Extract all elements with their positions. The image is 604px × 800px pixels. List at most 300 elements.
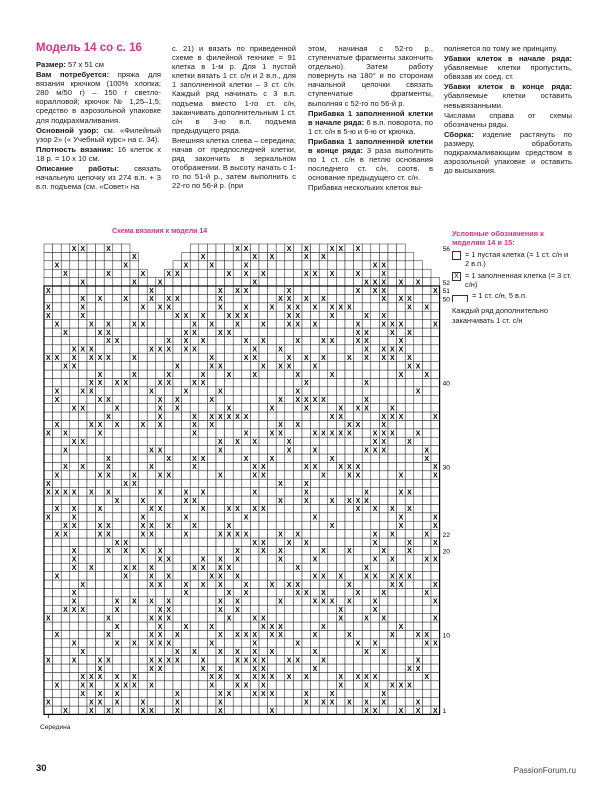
chart-cell	[70, 278, 79, 286]
chart-cell	[156, 647, 165, 655]
chart-cell	[405, 588, 414, 596]
chart-cell	[276, 521, 285, 529]
filled-cell-mark: X	[106, 657, 111, 665]
chart-cell	[104, 672, 113, 680]
filled-cell-mark: X	[321, 296, 326, 304]
chart-cell	[225, 597, 234, 605]
chart-cell	[302, 656, 311, 664]
chart-cell	[362, 597, 371, 605]
filled-cell-mark: X	[217, 649, 223, 656]
chart-cell	[225, 244, 234, 252]
chart-cell	[130, 328, 139, 336]
chart-cell	[225, 320, 234, 328]
chart-cell	[121, 345, 130, 353]
chart-cell	[96, 496, 105, 504]
filled-cell-mark: X	[381, 287, 387, 295]
chart-cell	[130, 605, 139, 613]
chart-cell	[371, 563, 380, 571]
filled-cell-mark: X	[432, 514, 438, 522]
chart-cell	[78, 614, 87, 622]
page-title: Модель 14 со с. 16	[36, 42, 142, 54]
filled-cell-mark: X	[97, 422, 103, 430]
chart-cell	[44, 454, 53, 462]
filled-cell-mark: X	[243, 531, 249, 539]
chart-cell	[225, 286, 234, 294]
chart-cell	[319, 278, 328, 286]
filled-cell-mark: X	[63, 707, 68, 715]
paragraph	[36, 164, 161, 191]
chart-cell	[78, 412, 87, 420]
chart-cell	[293, 504, 302, 512]
chart-cell	[96, 572, 105, 580]
chart-cell	[431, 504, 440, 512]
chart-cell	[53, 311, 62, 319]
chart-cell	[345, 656, 354, 664]
filled-cell-mark: X	[329, 497, 335, 505]
chart-cell	[173, 261, 182, 269]
chart-cell	[328, 630, 337, 638]
chart-cell	[190, 689, 199, 697]
filled-cell-mark: X	[217, 363, 223, 371]
chart-cell	[379, 656, 388, 664]
chart-cell	[164, 328, 173, 336]
chart-cell	[388, 513, 397, 521]
chart-cell	[319, 614, 328, 622]
chart-cell	[422, 488, 431, 496]
filled-cell-mark: X	[149, 447, 154, 455]
filled-cell-mark: X	[407, 489, 412, 497]
chart-cell	[199, 572, 208, 580]
chart-cell	[397, 538, 406, 546]
chart-cell	[285, 479, 294, 487]
chart-cell	[182, 303, 191, 311]
paragraph-label: Вам потребуется:	[36, 70, 110, 80]
filled-cell-mark: X	[278, 556, 283, 564]
chart-cell	[379, 404, 388, 412]
chart-cell	[147, 479, 156, 487]
chart-cell	[397, 446, 406, 454]
chart-cell	[207, 597, 216, 605]
filled-cell-mark: X	[226, 531, 232, 539]
chart-cell	[250, 622, 259, 630]
chart-cell	[268, 664, 277, 672]
chart-cell	[388, 656, 397, 664]
chart-cell	[311, 454, 320, 462]
chart-cell	[199, 320, 208, 328]
filled-cell-mark: X	[226, 523, 232, 530]
filled-cell-mark: X	[364, 674, 369, 682]
chart-cell	[414, 496, 423, 504]
chart-cell	[371, 412, 380, 420]
chart-cell	[354, 706, 363, 714]
chart-cell	[70, 311, 79, 319]
chart-cell	[362, 588, 371, 596]
chart-cell	[113, 252, 122, 260]
filled-cell-mark: X	[252, 615, 258, 623]
chart-cell	[173, 664, 182, 672]
chart-cell	[422, 429, 431, 437]
chart-cell	[164, 513, 173, 521]
chart-cell	[44, 630, 53, 638]
chart-cell	[104, 378, 113, 386]
chart-cell	[431, 546, 440, 554]
chart-cell	[276, 672, 285, 680]
chart-cell	[285, 572, 294, 580]
filled-cell-mark: X	[243, 271, 249, 278]
chart-cell	[431, 656, 440, 664]
filled-cell-mark: X	[372, 447, 378, 455]
chart-cell	[225, 471, 234, 479]
chart-cell	[78, 630, 87, 638]
filled-cell-mark: X	[286, 321, 292, 329]
chart-cell	[190, 614, 199, 622]
chart-cell	[371, 496, 380, 504]
filled-cell-mark: X	[252, 674, 258, 682]
chart-cell	[44, 706, 53, 714]
chart-cell	[345, 244, 354, 252]
chart-cell	[121, 446, 130, 454]
filled-cell-mark: X	[114, 497, 120, 505]
chart-cell	[302, 580, 311, 588]
chart-cell	[61, 504, 70, 512]
chart-cell	[216, 546, 225, 554]
chart-cell	[190, 681, 199, 689]
chart-cell	[113, 656, 122, 664]
filled-cell-mark: X	[355, 590, 361, 598]
chart-cell	[311, 639, 320, 647]
chart-cell	[397, 588, 406, 596]
chart-cell	[199, 597, 208, 605]
filled-cell-mark: X	[131, 254, 137, 262]
filled-cell-mark: X	[54, 355, 60, 362]
chart-cell	[121, 336, 130, 344]
chart-cell	[414, 269, 423, 277]
chart-cell	[225, 639, 234, 647]
filled-cell-mark: X	[54, 506, 60, 514]
filled-cell-mark: X	[106, 397, 111, 404]
chart-cell	[96, 681, 105, 689]
chart-cell	[139, 446, 148, 454]
chart-cell	[397, 656, 406, 664]
chart-cell	[354, 294, 363, 302]
chart-cell	[397, 353, 406, 361]
chart-cell	[336, 656, 345, 664]
chart-cell	[259, 530, 268, 538]
chart-cell	[225, 630, 234, 638]
chart-cell	[405, 563, 414, 571]
chart-cell	[311, 345, 320, 353]
filled-cell-mark: X	[312, 464, 318, 472]
chart-cell	[96, 252, 105, 260]
chart-cell	[354, 597, 363, 605]
chart-cell	[328, 252, 337, 260]
filled-cell-mark: X	[200, 380, 206, 388]
chart-cell	[61, 630, 70, 638]
chart-cell	[207, 286, 216, 294]
chart-cell	[130, 261, 139, 269]
chart-cell	[78, 269, 87, 277]
chart-cell	[311, 706, 320, 714]
chart-cell	[268, 521, 277, 529]
filled-cell-mark: X	[372, 573, 378, 581]
row-number-label: 22	[442, 531, 450, 539]
filled-cell-mark: X	[217, 598, 223, 606]
filled-cell-mark: X	[398, 321, 404, 329]
chart-cell	[44, 622, 53, 630]
chart-cell	[354, 353, 363, 361]
chart-cell	[362, 538, 371, 546]
chart-cell	[61, 345, 70, 353]
chart-cell	[431, 496, 440, 504]
filled-cell-mark: X	[166, 657, 172, 665]
chart-cell	[397, 378, 406, 386]
chart-cell	[190, 362, 199, 370]
chart-cell	[293, 378, 302, 386]
filled-cell-mark: X	[389, 321, 395, 329]
chart-cell	[53, 706, 62, 714]
chart-cell	[139, 563, 148, 571]
chart-cell	[302, 639, 311, 647]
chart-cell	[405, 454, 414, 462]
paragraph-text: убавляемые клетки оставить невывязанными.	[444, 91, 572, 110]
chart-cell	[104, 311, 113, 319]
filled-cell-mark: X	[114, 380, 120, 388]
filled-cell-mark: X	[106, 707, 111, 715]
filled-cell-mark: X	[97, 665, 103, 673]
chart-cell	[207, 538, 216, 546]
chart-cell	[242, 446, 251, 454]
chart-cell	[311, 614, 320, 622]
chart-cell	[96, 345, 105, 353]
chart-cell	[233, 261, 242, 269]
filled-cell-mark: X	[355, 674, 361, 682]
chart-cell	[199, 328, 208, 336]
chart-cell	[199, 672, 208, 680]
filled-cell-mark: X	[54, 573, 60, 581]
chart-cell	[371, 521, 380, 529]
chart-cell	[233, 252, 242, 260]
chart-cell	[44, 538, 53, 546]
chart-cell	[431, 454, 440, 462]
chart-cell	[379, 252, 388, 260]
chart-cell	[371, 580, 380, 588]
filled-cell-mark: X	[321, 472, 326, 480]
filled-cell-mark: X	[286, 581, 292, 589]
chart-cell	[242, 706, 251, 714]
filled-cell-mark: X	[166, 346, 172, 354]
chart-cell	[96, 362, 105, 370]
chart-cell	[182, 395, 191, 403]
chart-cell	[371, 336, 380, 344]
chart-cell	[362, 504, 371, 512]
chart-cell	[225, 605, 234, 613]
chart-cell	[379, 303, 388, 311]
chart-cell	[78, 656, 87, 664]
chart-cell	[96, 622, 105, 630]
chart-cell	[285, 546, 294, 554]
filled-cell-mark: X	[200, 254, 206, 262]
chart-cell	[44, 597, 53, 605]
chart-cell	[182, 286, 191, 294]
chart-cell	[405, 404, 414, 412]
filled-cell-mark: X	[286, 439, 292, 446]
chart-cell	[233, 345, 242, 353]
chart-cell	[319, 496, 328, 504]
filled-cell-mark: X	[157, 548, 163, 556]
chart-cell	[130, 404, 139, 412]
chart-cell	[199, 530, 208, 538]
chart-cell	[61, 244, 70, 252]
chart-cell	[242, 370, 251, 378]
chart-cell	[53, 462, 62, 470]
chart-cell	[379, 555, 388, 563]
chart-cell	[61, 286, 70, 294]
filled-cell-mark: X	[269, 691, 275, 698]
chart-cell	[233, 269, 242, 277]
chart-cell	[44, 404, 53, 412]
filled-cell-mark: X	[166, 523, 172, 530]
filled-cell-mark: X	[80, 464, 86, 472]
chart-cell	[96, 488, 105, 496]
chart-cell	[422, 647, 431, 655]
chart-cell	[250, 546, 259, 554]
chart-cell	[216, 513, 225, 521]
chart-cell	[130, 488, 139, 496]
chart-cell	[414, 504, 423, 512]
chart-cell	[147, 513, 156, 521]
chart-cell	[130, 420, 139, 428]
filled-cell-mark: X	[88, 674, 94, 682]
chart-cell	[233, 404, 242, 412]
chart-cell	[173, 303, 182, 311]
chart-cell	[276, 605, 285, 613]
chart-cell	[388, 387, 397, 395]
filled-cell-mark: X	[209, 674, 215, 682]
chart-cell	[414, 353, 423, 361]
chart-cell	[319, 454, 328, 462]
chart-cell	[431, 664, 440, 672]
filled-cell-mark: X	[209, 640, 215, 648]
chart-cell	[96, 555, 105, 563]
chart-cell	[268, 286, 277, 294]
chart-cell	[414, 488, 423, 496]
chart-cell	[414, 261, 423, 269]
filled-cell-mark: X	[381, 313, 387, 320]
filled-cell-mark: X	[269, 623, 275, 631]
chart-cell	[311, 672, 320, 680]
paragraph	[444, 111, 572, 129]
chart-cell	[414, 513, 423, 521]
paragraph-label: Основной узор:	[36, 125, 99, 135]
chart-cell	[388, 252, 397, 260]
chart-cell	[78, 420, 87, 428]
chart-cell	[250, 311, 259, 319]
chart-cell	[182, 698, 191, 706]
chart-cell	[199, 395, 208, 403]
chart-cell	[259, 454, 268, 462]
chart-cell	[268, 278, 277, 286]
filled-cell-mark: X	[183, 531, 189, 539]
chart-cell	[319, 446, 328, 454]
chart-cell	[345, 437, 354, 445]
chart-cell	[422, 345, 431, 353]
filled-cell-mark: X	[355, 506, 361, 514]
filled-cell-mark: X	[97, 674, 103, 682]
filled-cell-mark: X	[140, 548, 146, 556]
chart-cell	[121, 706, 130, 714]
filled-cell-mark: X	[88, 380, 94, 388]
chart-cell	[44, 496, 53, 504]
chart-cell	[285, 252, 294, 260]
chart-cell	[311, 521, 320, 529]
filled-cell-mark: X	[106, 523, 111, 530]
filled-cell-mark: X	[243, 338, 249, 346]
chart-cell	[371, 294, 380, 302]
paragraph-text: 3 раза выполнить по 1 ст. с/н в петлю основания последнего ст. с/н, соотв. в основание предыдущего ст. с/н.	[308, 146, 433, 183]
chart-cell	[405, 496, 414, 504]
chart-cell	[44, 387, 53, 395]
paragraph-text: с. 21) и вязать по приведенной схеме в филейной технике = 91 клетка в 1-м р. Для 1 пустой клетки вязать 1 ст. с/н и 2 в.п., для 1 заполненной клетки – 3 ст. с/н. Каждый ряд начинать с 3 в.п. подъема вместо 1-го ст. с/н, заканчивать дополнительным 1 ст. с/н в 3-ю в.п. подъема предыдущего ряда.	[172, 44, 296, 135]
chart-cell	[328, 362, 337, 370]
chart-cell	[293, 521, 302, 529]
filled-cell-mark: X	[45, 313, 51, 320]
chart-cell	[70, 630, 79, 638]
chart-cell	[53, 362, 62, 370]
chart-cell	[147, 647, 156, 655]
chart-cell	[121, 496, 130, 504]
filled-cell-mark: X	[329, 430, 335, 438]
filled-cell-mark: X	[183, 313, 189, 320]
chart-cell	[87, 479, 96, 487]
chart-cell	[259, 252, 268, 260]
filled-cell-mark: X	[260, 472, 266, 480]
filled-cell-mark: X	[174, 649, 180, 656]
chart-cell	[431, 353, 440, 361]
chart-cell	[61, 572, 70, 580]
filled-cell-mark: X	[166, 573, 172, 581]
chart-cell	[121, 588, 130, 596]
chart-cell	[70, 622, 79, 630]
chart-cell	[96, 538, 105, 546]
filled-cell-mark: X	[381, 590, 387, 598]
chart-cell	[422, 597, 431, 605]
filled-cell-mark: X	[174, 707, 180, 715]
chart-cell	[96, 639, 105, 647]
filled-cell-mark: X	[381, 548, 387, 556]
chart-cell	[87, 454, 96, 462]
chart-cell	[78, 328, 87, 336]
chart-cell	[268, 378, 277, 386]
chart-cell	[328, 555, 337, 563]
chart-cell	[285, 605, 294, 613]
filled-cell-mark: X	[174, 632, 180, 640]
filled-cell-mark: X	[286, 674, 292, 682]
filled-cell-mark: X	[303, 691, 309, 698]
chart-cell	[259, 353, 268, 361]
chart-cell	[242, 378, 251, 386]
chart-cell	[293, 698, 302, 706]
filled-cell-mark: X	[131, 472, 137, 480]
chart-cell	[422, 656, 431, 664]
chart-cell	[139, 622, 148, 630]
chart-cell	[302, 261, 311, 269]
chart-cell	[250, 706, 259, 714]
chart-cell	[121, 580, 130, 588]
chart-cell	[354, 311, 363, 319]
chart-cell	[70, 614, 79, 622]
filled-cell-mark: X	[260, 464, 266, 472]
filled-cell-mark: X	[226, 506, 232, 514]
